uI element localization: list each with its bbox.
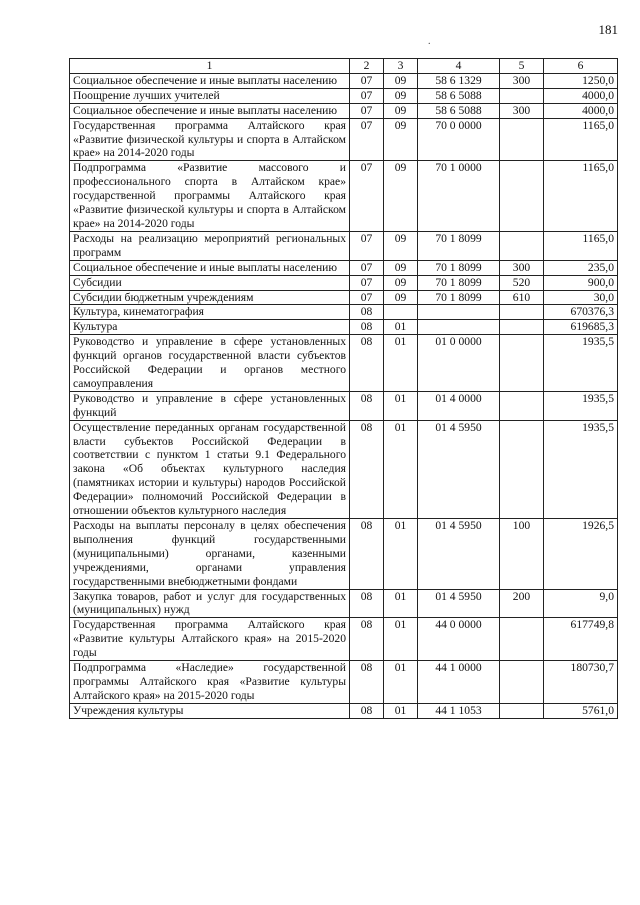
amount-cell: 1165,0 [544, 118, 618, 161]
item-name-cell: Субсидии бюджетным учреждениям [70, 290, 350, 305]
item-name-cell: Поощрение лучших учителей [70, 88, 350, 103]
expense-type-cell: 610 [500, 290, 544, 305]
target-article-cell: 70 1 0000 [418, 161, 500, 232]
target-article-cell: 44 1 0000 [418, 661, 500, 704]
subsection-code-cell: 09 [384, 290, 418, 305]
subsection-code-cell: 09 [384, 275, 418, 290]
table-row [70, 305, 618, 320]
budget-table-body [70, 59, 618, 719]
item-name-cell: Культура [70, 320, 350, 335]
section-code-cell: 07 [350, 118, 384, 161]
amount-cell: 235,0 [544, 260, 618, 275]
table-row [70, 618, 618, 661]
table-row [70, 88, 618, 103]
section-code-cell: 07 [350, 275, 384, 290]
section-code-cell: 07 [350, 103, 384, 118]
header-cell-5: 5 [500, 59, 544, 74]
subsection-code-cell: 09 [384, 161, 418, 232]
amount-cell: 4000,0 [544, 103, 618, 118]
section-code-cell: 08 [350, 320, 384, 335]
item-name-cell: Государственная программа Алтайского края «Развитие культуры Алтайского края» на 2015-2020 годы [70, 618, 350, 661]
expense-type-cell: 200 [500, 589, 544, 618]
target-article-cell: 58 6 5088 [418, 88, 500, 103]
subsection-code-cell: 01 [384, 618, 418, 661]
section-code-cell: 07 [350, 231, 384, 260]
amount-cell: 1926,5 [544, 519, 618, 590]
item-name-cell: Подпрограмма «Наследие» государственной программы Алтайского края «Развитие культуры Алтайского края» на 2015-2020 годы [70, 661, 350, 704]
item-name-cell: Государственная программа Алтайского края «Развитие физической культуры и спорта в Алтайском крае» на 2014-2020 годы [70, 118, 350, 161]
target-article-cell: 58 6 5088 [418, 103, 500, 118]
subsection-code-cell: 01 [384, 703, 418, 718]
item-name-cell: Расходы на реализацию мероприятий региональных программ [70, 231, 350, 260]
section-code-cell: 07 [350, 290, 384, 305]
amount-cell: 1165,0 [544, 161, 618, 232]
table-row [70, 320, 618, 335]
item-name-cell: Подпрограмма «Развитие массового и профессионального спорта в Алтайском крае» государственной программы Алтайского края «Развитие физической культуры и спорта в Алтайском крае» на 2014-2020 годы [70, 161, 350, 232]
budget-table-container [69, 58, 617, 719]
section-code-cell: 08 [350, 519, 384, 590]
section-code-cell: 08 [350, 661, 384, 704]
expense-type-cell [500, 391, 544, 420]
amount-cell: 617749,8 [544, 618, 618, 661]
section-code-cell: 08 [350, 703, 384, 718]
subsection-code-cell: 01 [384, 589, 418, 618]
header-cell-2: 2 [350, 59, 384, 74]
section-code-cell: 08 [350, 420, 384, 518]
target-article-cell [418, 320, 500, 335]
section-code-cell: 08 [350, 305, 384, 320]
subsection-code-cell: 01 [384, 519, 418, 590]
section-code-cell: 08 [350, 618, 384, 661]
table-row [70, 335, 618, 392]
subsection-code-cell: 09 [384, 88, 418, 103]
amount-cell: 1935,5 [544, 335, 618, 392]
target-article-cell: 70 1 8099 [418, 231, 500, 260]
item-name-cell: Социальное обеспечение и иные выплаты населению [70, 73, 350, 88]
subsection-code-cell: 09 [384, 73, 418, 88]
item-name-cell: Социальное обеспечение и иные выплаты населению [70, 260, 350, 275]
item-name-cell: Социальное обеспечение и иные выплаты населению [70, 103, 350, 118]
amount-cell: 4000,0 [544, 88, 618, 103]
expense-type-cell [500, 420, 544, 518]
subsection-code-cell: 09 [384, 118, 418, 161]
amount-cell: 5761,0 [544, 703, 618, 718]
amount-cell: 900,0 [544, 275, 618, 290]
section-code-cell: 07 [350, 88, 384, 103]
item-name-cell: Расходы на выплаты персоналу в целях обеспечения выполнения функций государственными (муниципальными) органами, казенными учреждениями, органами управления государственными внебюджетными фондами [70, 519, 350, 590]
table-row [70, 73, 618, 88]
subsection-code-cell: 01 [384, 335, 418, 392]
amount-cell: 1250,0 [544, 73, 618, 88]
amount-cell: 670376,3 [544, 305, 618, 320]
target-article-cell: 01 4 5950 [418, 589, 500, 618]
item-name-cell: Учреждения культуры [70, 703, 350, 718]
amount-cell: 1935,5 [544, 391, 618, 420]
subsection-code-cell: 09 [384, 260, 418, 275]
expense-type-cell: 520 [500, 275, 544, 290]
expense-type-cell [500, 161, 544, 232]
expense-type-cell [500, 118, 544, 161]
subsection-code-cell: 01 [384, 391, 418, 420]
table-row [70, 290, 618, 305]
table-row [70, 103, 618, 118]
expense-type-cell: 300 [500, 103, 544, 118]
table-row [70, 275, 618, 290]
table-row [70, 703, 618, 718]
item-name-cell: Закупка товаров, работ и услуг для государственных (муниципальных) нужд [70, 589, 350, 618]
subsection-code-cell [384, 305, 418, 320]
expense-type-cell [500, 88, 544, 103]
target-article-cell: 01 0 0000 [418, 335, 500, 392]
amount-cell: 180730,7 [544, 661, 618, 704]
item-name-cell: Руководство и управление в сфере установленных функций органов государственной власти субъектов Российской Федерации и органов местного самоуправления [70, 335, 350, 392]
table-row [70, 231, 618, 260]
header-cell-6: 6 [544, 59, 618, 74]
header-cell-1: 1 [70, 59, 350, 74]
target-article-cell: 44 0 0000 [418, 618, 500, 661]
expense-type-cell [500, 320, 544, 335]
subsection-code-cell: 09 [384, 103, 418, 118]
target-article-cell: 01 4 0000 [418, 391, 500, 420]
section-code-cell: 07 [350, 73, 384, 88]
item-name-cell: Культура, кинематография [70, 305, 350, 320]
target-article-cell: 70 0 0000 [418, 118, 500, 161]
item-name-cell: Руководство и управление в сфере установленных функций [70, 391, 350, 420]
expense-type-cell [500, 305, 544, 320]
table-row [70, 391, 618, 420]
page-number: 181 [598, 22, 618, 37]
expense-type-cell [500, 618, 544, 661]
expense-type-cell [500, 703, 544, 718]
item-name-cell: Субсидии [70, 275, 350, 290]
target-article-cell: 70 1 8099 [418, 275, 500, 290]
table-row [70, 420, 618, 518]
section-code-cell: 07 [350, 161, 384, 232]
table-row [70, 661, 618, 704]
amount-cell: 1165,0 [544, 231, 618, 260]
table-row [70, 118, 618, 161]
header-cell-4: 4 [418, 59, 500, 74]
target-article-cell: 58 6 1329 [418, 73, 500, 88]
target-article-cell: 01 4 5950 [418, 420, 500, 518]
section-code-cell: 08 [350, 335, 384, 392]
header-cell-3: 3 [384, 59, 418, 74]
amount-cell: 9,0 [544, 589, 618, 618]
target-article-cell: 70 1 8099 [418, 290, 500, 305]
expense-type-cell [500, 661, 544, 704]
table-row [70, 519, 618, 590]
table-header-row [70, 59, 618, 74]
subsection-code-cell: 01 [384, 420, 418, 518]
expense-type-cell: 100 [500, 519, 544, 590]
target-article-cell: 01 4 5950 [418, 519, 500, 590]
table-row [70, 161, 618, 232]
expense-type-cell [500, 231, 544, 260]
target-article-cell: 44 1 1053 [418, 703, 500, 718]
subsection-code-cell: 01 [384, 661, 418, 704]
subsection-code-cell: 01 [384, 320, 418, 335]
amount-cell: 619685,3 [544, 320, 618, 335]
budget-table [69, 58, 618, 719]
amount-cell: 1935,5 [544, 420, 618, 518]
amount-cell: 30,0 [544, 290, 618, 305]
section-code-cell: 08 [350, 391, 384, 420]
target-article-cell [418, 305, 500, 320]
section-code-cell: 07 [350, 260, 384, 275]
expense-type-cell: 300 [500, 73, 544, 88]
subsection-code-cell: 09 [384, 231, 418, 260]
item-name-cell: Осуществление переданных органам государственной власти субъектов Российской Федерации в соответствии с пунктом 1 статьи 9.1 Федерального закона «Об объектах культурного наследия (памятниках истории и культуры) народов Российской Федерации» полномочий Российской Федерации в отношении объектов культурного наследия [70, 420, 350, 518]
table-row [70, 589, 618, 618]
table-row [70, 260, 618, 275]
section-code-cell: 08 [350, 589, 384, 618]
target-article-cell: 70 1 8099 [418, 260, 500, 275]
expense-type-cell: 300 [500, 260, 544, 275]
expense-type-cell [500, 335, 544, 392]
stray-mark: . [428, 36, 431, 47]
